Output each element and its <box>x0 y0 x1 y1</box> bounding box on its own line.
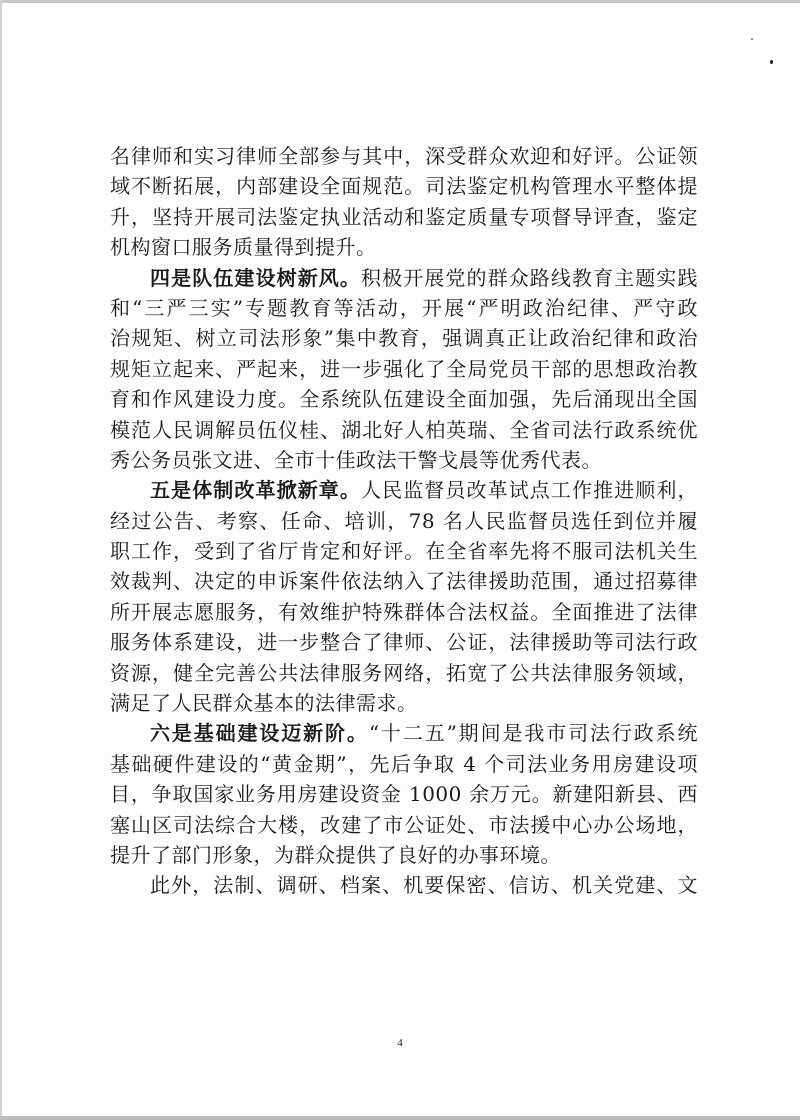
text-line <box>110 810 698 840</box>
text-line <box>110 384 698 414</box>
line-text: 经过公告、考察、任命、培训，78 名人民监督员选任到位并履 <box>110 508 698 533</box>
line-text: 升，坚持开展司法鉴定执业活动和鉴定质量专项督导评查，鉴定 <box>110 204 698 229</box>
line-text: 塞山区司法综合大楼，改建了市公证处、市法援中心办公场地， <box>110 812 698 837</box>
line-text: 规矩立起来、严起来，进一步强化了全局党员干部的思想政治教 <box>110 356 698 381</box>
line-text: 治规矩、树立司法形象”集中教育，强调真正让政治纪律和政治 <box>110 326 698 351</box>
line-text: 目，争取国家业务用房建设资金 1000 余万元。新建阳新县、西 <box>110 782 698 807</box>
line-text: 所开展志愿服务，有效维护特殊群体合法权益。全面推进了法律 <box>110 599 698 624</box>
line-text: 服务体系建设，进一步整合了律师、公证，法律援助等司法行政 <box>110 630 698 655</box>
line-text: 提升了部门形象，为群众提供了良好的办事环境。 <box>110 842 561 867</box>
text-line <box>110 354 698 384</box>
line-text: 积极开展党的群众路线教育主题实践 <box>361 265 698 290</box>
line-text: 秀公务员张文进、全市十佳政法干警戈晨等优秀代表。 <box>110 447 602 472</box>
text-line <box>110 232 698 262</box>
line-text: 此外，法制、调研、档案、机要保密、信访、机关党建、文 <box>150 873 698 898</box>
text-line <box>110 840 698 870</box>
paragraph-start-line <box>110 263 698 293</box>
line-text: 满足了人民群众基本的法律需求。 <box>110 691 418 716</box>
line-text: 资源，健全完善公共法律服务网络，拓宽了公共法律服务领域， <box>110 660 698 685</box>
text-line <box>110 779 698 809</box>
text-line <box>110 536 698 566</box>
line-text: 模范人民调解员伍仪桂、湖北好人柏英瑞、全省司法行政系统优 <box>110 417 698 442</box>
line-text: 域不断拓展，内部建设全面规范。司法鉴定机构管理水平整体提 <box>110 174 698 199</box>
line-text: 名律师和实习律师全部参与其中，深受群众欢迎和好评。公证领 <box>110 144 698 168</box>
paragraph-start-line <box>110 475 698 505</box>
line-text: 育和作风建设力度。全系统队伍建设全面加强，先后涌现出全国 <box>110 387 698 412</box>
line-text: 和“三严三实”专题教育等活动，开展“严明政治纪律、严守政 <box>110 295 698 320</box>
text-line <box>110 749 698 779</box>
line-text: “十二五”期间是我市司法行政系统 <box>368 721 699 746</box>
scan-edge-left <box>0 0 2 1120</box>
section-heading-6: 六是基础建设迈新阶。 <box>150 721 369 746</box>
scan-speck <box>770 60 773 64</box>
paragraph-start-line <box>110 870 698 900</box>
scan-speck <box>751 38 753 40</box>
text-line <box>110 293 698 323</box>
text-line <box>110 597 698 627</box>
line-text: 职工作，受到了省厅肯定和好评。在全省率先将不服司法机关生 <box>110 539 698 564</box>
page-number: 4 <box>397 1037 403 1049</box>
text-line <box>110 688 698 718</box>
text-line <box>110 171 698 201</box>
section-heading-4: 四是队伍建设树新风。 <box>150 265 361 290</box>
body-text <box>110 141 698 901</box>
text-line <box>110 506 698 536</box>
text-line <box>110 202 698 232</box>
text-line <box>110 445 698 475</box>
text-line <box>110 627 698 657</box>
scan-edge-bottom <box>0 1116 800 1120</box>
text-line <box>110 566 698 596</box>
text-line <box>110 658 698 688</box>
line-text: 效裁判、决定的申诉案件依法纳入了法律援助范围，通过招募律 <box>110 569 698 594</box>
scan-edge-top <box>0 0 800 3</box>
section-heading-5: 五是体制改革掀新章。 <box>150 478 361 503</box>
text-line <box>110 141 698 171</box>
line-text: 基础硬件建设的“黄金期”，先后争取 4 个司法业务用房建设项 <box>110 751 698 776</box>
paragraph-start-line <box>110 718 698 748</box>
line-text: 机构窗口服务质量得到提升。 <box>110 235 377 260</box>
text-line <box>110 415 698 445</box>
text-line <box>110 323 698 353</box>
line-text: 人民监督员改革试点工作推进顺利， <box>361 478 698 503</box>
